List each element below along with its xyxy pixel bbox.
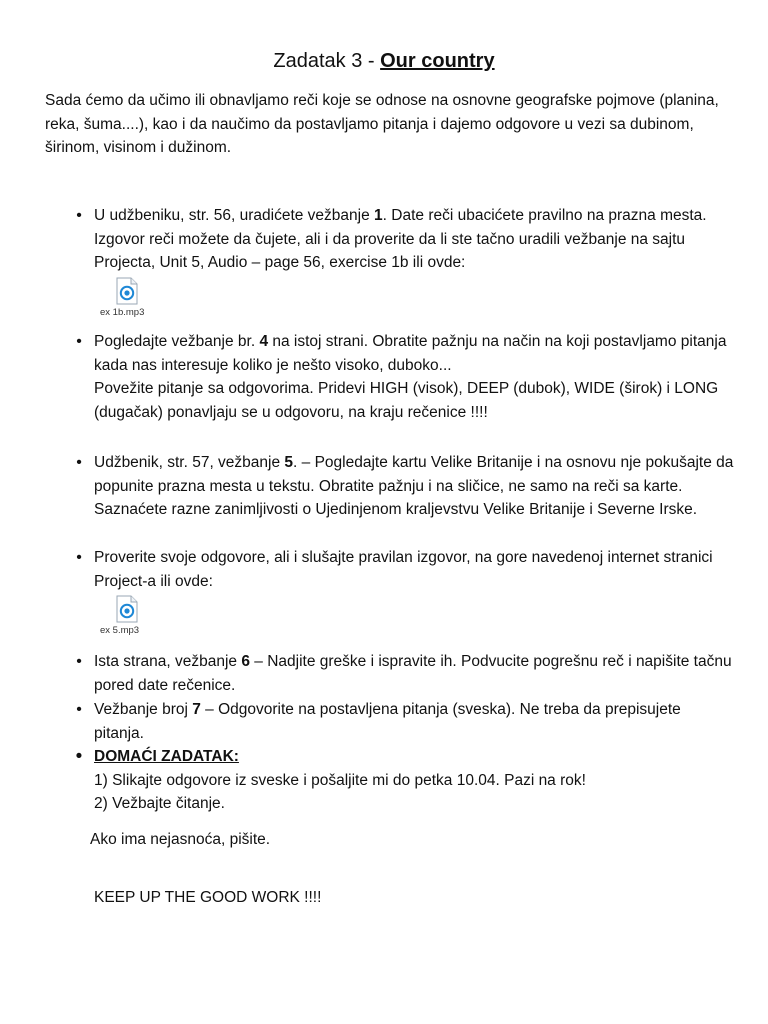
bullet-icon: •	[76, 701, 82, 718]
bullet-icon: •	[76, 454, 82, 471]
list-item-text: Povežite pitanje sa odgovorima. Pridevi HIGH (visok), DEEP (dubok), WIDE (širok) i LONG (dugačak) ponavljaju se u odgovoru, na kraju rečenice !!!!	[94, 380, 719, 421]
exercise-number: 4	[259, 333, 269, 350]
bullet-icon: •	[75, 746, 83, 767]
homework-line: 1) Slikajte odgovore iz sveske i pošaljite mi do petka 10.04. Pazi na rok!	[94, 771, 586, 789]
title-main: Our country	[380, 50, 495, 72]
list-item-text: Proverite svoje odgovore, ali i slušajte pravilan izgovor, na gore navedenoj internet stranici Project-a ili ovde:	[94, 549, 713, 590]
bullet-icon: •	[76, 333, 82, 350]
attachment-filename: ex 1b.mp3	[100, 307, 145, 318]
exercise-number: 1	[374, 207, 383, 224]
list-item-text	[94, 204, 734, 275]
list-item-text	[94, 451, 734, 522]
title-prefix: Zadatak 3 -	[273, 50, 381, 72]
list-item	[76, 650, 734, 697]
text-run: . Date reči ubacićete pravilno na prazna mesta. Izgovor reči možete da čujete, ali i da proverite da li ste tačno uradili vežbanje na sajtu Projecta, Unit 5, Audio – page 56, exercise 1b ili ovde:	[94, 207, 707, 271]
list-item-text	[94, 698, 734, 745]
bullet-icon: •	[76, 653, 82, 670]
text-run: U udžbeniku, str. 56, uradićete vežbanje	[94, 207, 375, 224]
list-item	[76, 546, 734, 593]
intro-paragraph: Sada ćemo da učimo ili obnavljamo reči koje se odnose na osnovne geografske pojmove (planina, reka, šuma....), kao i da naučimo da postavljamo pitanja i dajemo odgovore u vezi sa dubinom, širinom, visinom i dužinom.	[45, 92, 719, 156]
exercise-number: 5	[284, 454, 294, 471]
bullet-icon: •	[76, 207, 82, 224]
list-item-text	[94, 650, 734, 697]
list-item	[76, 330, 734, 424]
list-item	[76, 204, 734, 275]
text-run: . – Pogledajte kartu Velike Britanije i na osnovu nje pokušajte da popunite prazna mesta u tekstu. Obratite pažnju i na sličice, ne samo na reči sa karte. Saznaćete razne zanimljivosti o Ujedinjenom kraljevstvu Velike Britanije i Severne Irske.	[94, 454, 734, 518]
text-run: Pogledajte vežbanje br.	[94, 333, 260, 350]
audio-file-icon	[116, 277, 138, 305]
list-item-text	[94, 330, 734, 377]
text-run: Vežbanje broj	[94, 701, 193, 718]
bullet-icon: •	[76, 549, 82, 566]
homework-line: 2) Vežbajte čitanje.	[94, 795, 225, 812]
exercise-number: 7	[192, 701, 201, 718]
list-item	[76, 451, 734, 522]
page-title	[0, 48, 768, 74]
attachment-filename: ex 5.mp3	[100, 625, 140, 636]
text-run: Ista strana, vežbanje	[94, 653, 242, 670]
text-run: – Odgovorite na postavljena pitanja (sveska). Ne treba da prepisujete pitanja.	[94, 701, 681, 742]
text-run: na istoj strani. Obratite pažnju na način na koji postavljamo pitanja kada nas interesuje koliko je nešto visoko, duboko...	[94, 333, 727, 374]
exercise-number: 6	[241, 653, 250, 670]
homework-title: DOMAĆI ZADATAK:	[94, 748, 239, 765]
text-run: – Nadjite greške i ispravite ih. Podvucite pogrešnu reč i napišite tačnu pored date rečenice.	[94, 653, 732, 694]
list-item-homework	[75, 745, 734, 816]
audio-attachment-ex5[interactable]	[100, 595, 170, 637]
text-run: Udžbenik, str. 57, vežbanje	[94, 454, 285, 471]
audio-attachment-ex1b[interactable]	[100, 277, 170, 319]
list-item	[76, 698, 734, 745]
audio-file-icon	[116, 595, 138, 623]
closing-motto: KEEP UP THE GOOD WORK !!!!	[94, 889, 322, 906]
closing-note: Ako ima nejasnoća, pišite.	[90, 831, 271, 848]
